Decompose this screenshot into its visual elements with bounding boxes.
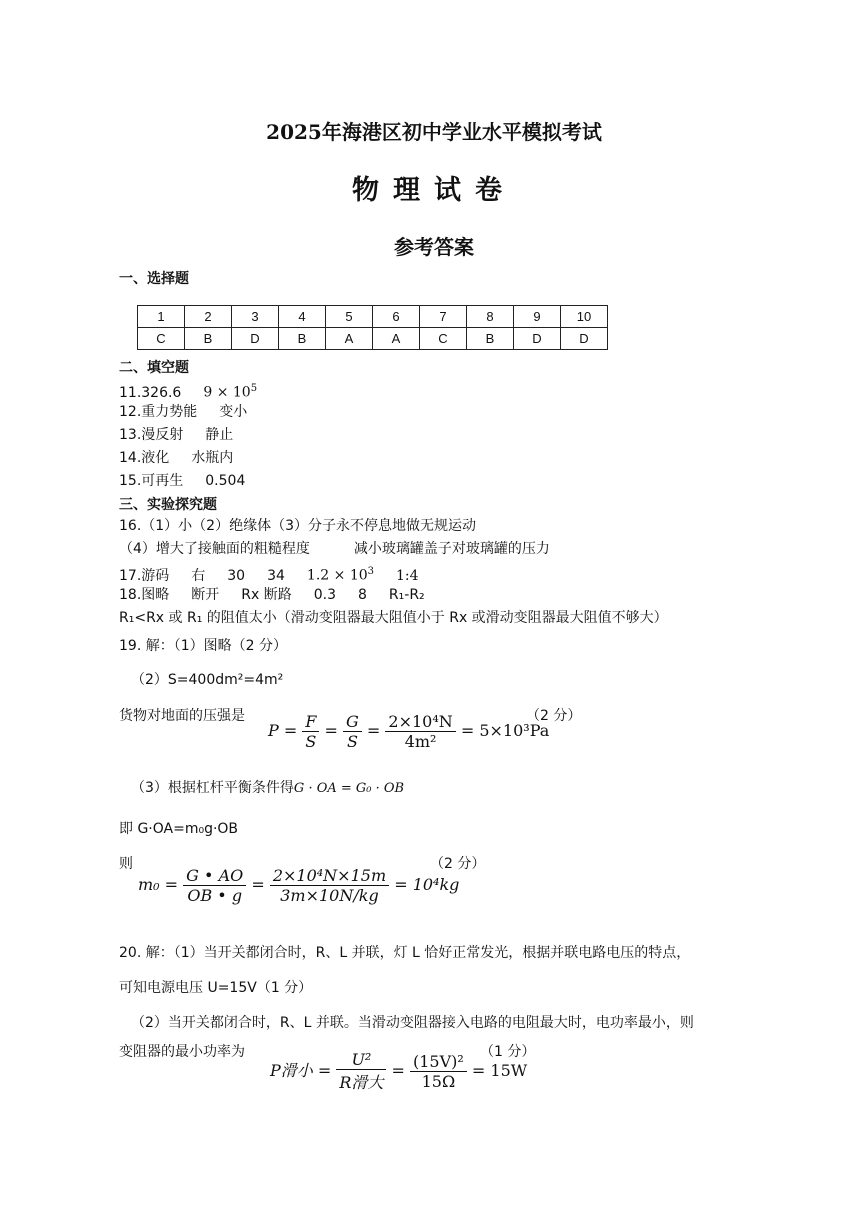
table-cell: C [138,328,185,350]
answer-table [137,305,608,350]
answer-q16-line1: 16.（1）小（2）绝缘体（3）分子永不停息地做无规运动 [119,518,476,534]
answer-part: 断开 [191,587,220,603]
answer-part: 34 [267,567,285,584]
q19-score-a: （2 分） [526,708,582,724]
eq-symbol: m₀ [138,875,160,894]
denominator: 3m×10N/kg [280,886,379,905]
answer-part: 13.漫反射 [119,427,184,443]
table-cell: B [279,328,326,350]
fraction [385,712,455,751]
answer-q18-line2: R₁<Rx 或 R₁ 的阻值太小（滑动变阻器最大阻值小于 Rx 或滑动变阻器最大阻值不够大） [119,610,668,626]
q19-line2: （2）S=400dm²=4m² [131,672,284,688]
table-cell: 6 [373,306,420,328]
numerator: G • AO [183,866,246,886]
section-heading-fill: 二、填空题 [119,360,189,376]
q20-line2: 可知电源电压 U=15V（1 分） [119,980,313,996]
answer-q15 [119,472,245,490]
subject-title: 物理试卷 [352,175,516,206]
answer-table-answer-row [138,328,608,350]
answer-part: 17.游码 [119,567,170,584]
mass-equation: m₀ = $\frac{G • AO}{OB • g}$ = $\frac{\text{2×10⁴N×15m}}{3m\times 10N/kg}$ = 10⁴kg [138,866,460,905]
eq-result: = 5×10³Pa [460,721,550,740]
denominator: 4m² [404,732,437,751]
q20-score: （1 分） [480,1044,536,1060]
q19-line3: 货物对地面的压强是 [119,708,245,724]
fraction [336,1050,386,1093]
answer-part: 12.重力势能 [119,404,198,420]
q19-score-b: （2 分） [430,856,486,872]
answer-part: Rx 断路 [241,587,292,603]
fraction [410,1052,467,1091]
answer-q12 [119,403,247,421]
denominator: OB • g [187,886,243,905]
table-cell: A [326,328,373,350]
q20-line1: 20. 解：（1）当开关都闭合时，R、L 并联，灯 L 恰好正常发光，根据并联电路电压的特点， [119,945,691,961]
table-cell: D [232,328,279,350]
eq-symbol: P [268,721,279,740]
eq-result: = 15W [471,1061,528,1080]
fraction [183,866,246,905]
answer-part: 0.3 [313,587,336,603]
answer-part: 8 [358,587,367,603]
fraction [270,866,389,905]
denominator: 15Ω [421,1072,456,1091]
table-cell: C [420,328,467,350]
q19-line5: 即 G·OA=m₀g·OB [119,821,239,837]
table-cell: 7 [420,306,467,328]
q20-line4: 变阻器的最小功率为 [119,1044,245,1060]
section-heading-experiment: 三、实验探究题 [119,497,217,513]
answer-part: 右 [191,567,206,584]
table-cell: 9 [514,306,561,328]
table-cell: 2 [185,306,232,328]
exponent: 3 [367,566,375,577]
answer-q17 [119,563,419,585]
table-cell: B [467,328,514,350]
table-cell: 5 [326,306,373,328]
answer-part: 11.326.6 [119,384,182,401]
answer-table-number-row [138,306,608,328]
q19-line4 [131,779,404,798]
eq-symbol: P滑小 [270,1061,313,1080]
answer-part: 变小 [219,404,248,420]
eq-result: = 10⁴kg [394,875,460,894]
numerator: 2×10⁴N×15m [270,866,389,886]
numerator: G [343,712,362,732]
q19-line1: 19. 解：（1）图略（2 分） [119,638,287,654]
q19-line6: 则 [119,856,133,872]
answer-part: 水瓶内 [191,450,234,466]
q20-line3: （2）当开关都闭合时，R、L 并联。当滑动变阻器接入电路的电阻最大时，电功率最小，则 [131,1015,694,1031]
answer-part: 静止 [205,427,234,443]
exam-title: 2025年海港区初中学业水平模拟考试 [266,120,602,144]
answer-q16-line2 [119,540,550,558]
table-cell: B [185,328,232,350]
exponent: 5 [250,383,258,394]
numerator: (15V)² [410,1052,467,1072]
numerator: U² [336,1050,386,1070]
denominator: S [305,732,317,751]
power-equation: P滑小 = $\frac{\text{U²}}{\text{R滑大}}$ = $\frac{\text{(15V)²}}{15\Omega}$ = 15W [270,1050,528,1092]
answer-part: 30 [227,567,246,584]
table-cell: A [373,328,420,350]
answer-part: 1.2 × 10 [306,567,368,584]
formula: G · OA = G₀ · OB [293,781,405,796]
answer-part: 1:4 [396,567,419,584]
answer-q11 [119,380,257,402]
fraction [302,712,319,751]
answer-part: 14.液化 [119,450,170,466]
answer-part: 18.图略 [119,587,170,603]
answer-part: R₁-R₂ [388,587,425,603]
answer-q13 [119,426,233,444]
answer-part: 9 × 10 [203,384,251,401]
table-cell: 8 [467,306,514,328]
table-cell: 10 [561,306,608,328]
text: （3）根据杠杆平衡条件得 [131,780,294,796]
answer-q14 [119,449,233,467]
table-cell: 4 [279,306,326,328]
table-cell: 1 [138,306,185,328]
pressure-equation: P = $\frac{F}{S}$ = $\frac{G}{S}$ = $\frac{\text{2×10⁴N}}{\text{4m²}}$ = 5×10³Pa [268,712,550,751]
answer-part: （4）增大了接触面的粗糙程度 [119,541,310,557]
denominator: R滑大 [339,1073,384,1092]
table-cell: 3 [232,306,279,328]
answer-part: 0.504 [205,473,246,489]
answer-part: 15.可再生 [119,473,184,489]
denominator: S [346,732,358,751]
answer-part: 减小玻璃罐盖子对玻璃罐的压力 [353,541,550,557]
numerator: 2×10⁴N [385,712,455,732]
table-cell: D [514,328,561,350]
answer-title: 参考答案 [394,235,474,259]
numerator: F [302,712,319,732]
answer-q18 [119,586,425,604]
section-heading-choice: 一、选择题 [119,271,189,287]
table-cell: D [561,328,608,350]
fraction [343,712,362,751]
